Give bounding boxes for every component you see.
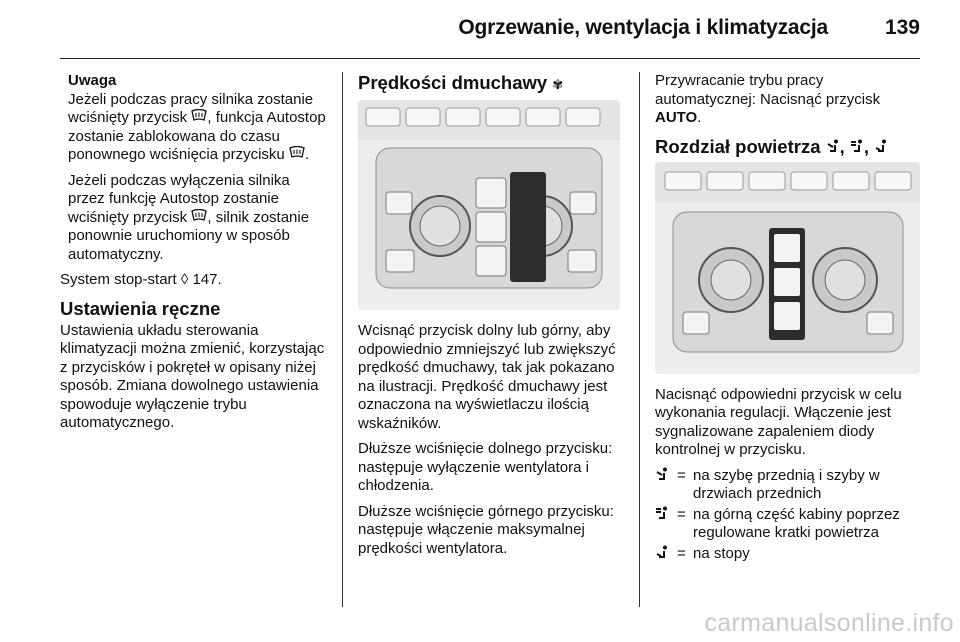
equals-sign: = (677, 544, 686, 562)
climate-panel-illustration-airflow (655, 162, 920, 374)
list-item (655, 506, 923, 543)
reference-arrow-icon: ◊ (180, 271, 189, 288)
windshield-defrost-icon (191, 109, 207, 122)
column-left (60, 72, 328, 440)
fan-icon: ✾ (552, 77, 564, 92)
text-span: System stop-start (60, 271, 181, 288)
equals-sign: = (677, 505, 686, 523)
climate-panel-illustration-fan (358, 100, 620, 310)
note-title: Uwaga (68, 72, 117, 89)
cross-reference (60, 271, 328, 290)
heading-text: Prędkości dmuchawy (358, 72, 548, 93)
column-right (655, 72, 923, 566)
page-title: Ogrzewanie, wentylacja i klimatyzacja (458, 16, 828, 39)
watermark: carmanualsonline.info (704, 609, 954, 637)
reference-page[interactable]: 147. (188, 271, 222, 288)
note-paragraph (68, 91, 328, 165)
text-span: . (697, 109, 702, 126)
column-divider (342, 72, 343, 607)
seated-person-airflow-icon (826, 139, 840, 153)
definition-text: na szybę przednią i szyby w drzwiach przednich (693, 466, 880, 502)
text-span: Przywracanie trybu pracy automatycznej: Nacisnąć przycisk (655, 72, 881, 108)
airflow-definition-list (655, 467, 923, 565)
text-span: . (304, 146, 310, 163)
seated-person-airflow-icon (655, 545, 669, 559)
seated-person-airflow-icon (850, 139, 864, 153)
list-item (655, 467, 923, 504)
seated-person-airflow-icon (655, 467, 669, 481)
text-span: Jeżeli podczas wyłączenia silnika przez funkcję Autostop zostanie wciśnięty przycisk (68, 171, 290, 226)
auto-button-label: AUTO (655, 109, 698, 126)
equals-sign: = (677, 466, 686, 484)
heading-text: Rozdział powietrza (655, 135, 821, 157)
paragraph: Dłuższe wciśnięcie dolnego przycisku: następuje wyłączenie wentylatora i chłodzenia. (358, 440, 613, 494)
definition-text: na stopy (693, 544, 750, 562)
paragraph: Nacisnąć odpowiedni przycisk w celu wykonania regulacji. Włączenie jest sygnalizowane zapaleniem diody kontrolnej w przycisku. (655, 385, 902, 458)
column-middle (358, 72, 620, 565)
seated-person-airflow-icon (874, 139, 888, 153)
page-number: 139 (884, 16, 920, 39)
section-heading: Ustawienia ręczne (60, 297, 221, 319)
section-body: Ustawienia układu sterowania klimatyzacji można zmienić, korzystając z przycisków i pokręteł w opisany niżej sposób. Zmiana dowolnego ustawienia spowoduje wyłączenie trybu automatycznego. (60, 321, 325, 431)
list-item (655, 545, 923, 565)
text-span: , funkcja Autostop zostanie zablokowana do czasu ponownego wciśnięcia przycisku (68, 109, 326, 163)
note-box (60, 72, 328, 264)
paragraph: Wcisnąć przycisk dolny lub górny, aby odpowiednio zmniejszyć lub zwiększyć prędkość dmuchawy, tak jak pokazano na ilustracji. Prędkość dmuchawy jest oznaczona na wyświetlaczu ilością wskaźników. (358, 322, 616, 432)
text-span: Jeżeli podczas pracy silnika zostanie wciśnięty przycisk (68, 90, 314, 126)
page-header (60, 0, 920, 59)
note-paragraph (68, 172, 328, 265)
section-heading: Rozdział powietrza , , (655, 136, 923, 158)
column-divider (639, 72, 640, 607)
paragraph (655, 72, 923, 128)
windshield-defrost-icon (191, 209, 207, 222)
windshield-defrost-icon (289, 146, 305, 159)
definition-text: na górną część kabiny poprzez regulowane kratki powietrza (693, 505, 900, 541)
section-heading (358, 72, 620, 96)
text-span: , silnik zostanie ponownie uruchomiony w sposób automatyczny. (68, 208, 310, 263)
paragraph: Dłuższe wciśnięcie górnego przycisku: następuje włączenie maksymalnej prędkości wentylatora. (358, 502, 614, 557)
seated-person-airflow-icon (655, 506, 669, 520)
